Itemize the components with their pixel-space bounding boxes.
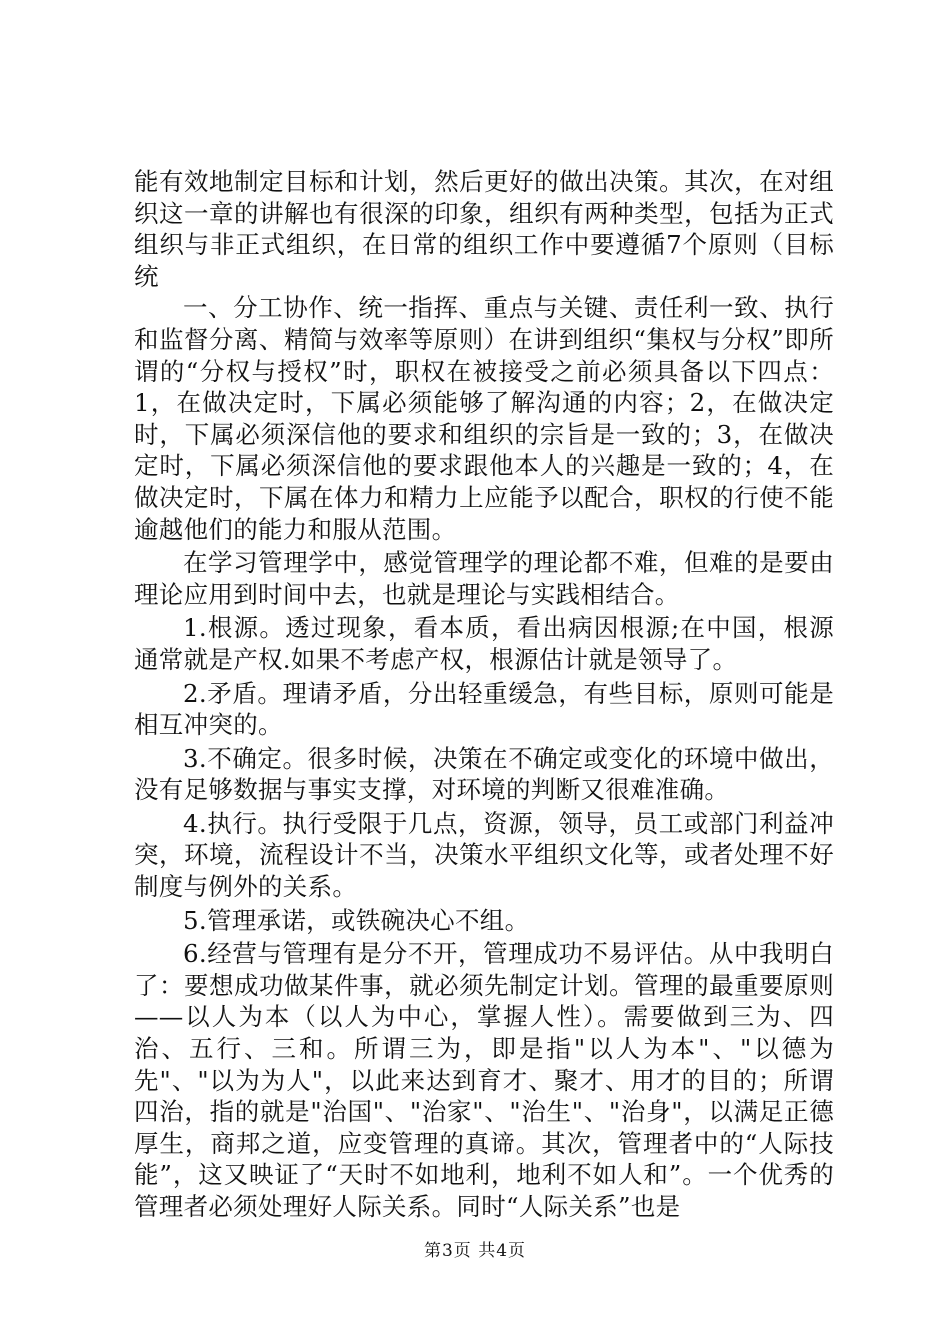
paragraph-6: 3.不确定。很多时候，决策在不确定或变化的环境中做出，没有足够数据与事实支撑，对环境的判断又很难准确。 <box>134 743 834 805</box>
paragraph-5: 2.矛盾。理请矛盾，分出轻重缓急，有些目标，原则可能是相互冲突的。 <box>134 678 834 740</box>
paragraph-3: 在学习管理学中，感觉管理学的理论都不难，但难的是要由理论应用到时间中去，也就是理论与实践相结合。 <box>134 548 834 609</box>
paragraph-1: 能有效地制定目标和计划，然后更好的做出决策。其次，在对组织这一章的讲解也有很深的印象，组织有两种类型，包括为正式组织与非正式组织，在日常的组织工作中要遵循7个原则（目标统 <box>134 167 835 291</box>
page-number-label: 第3页 共4页 <box>423 1241 527 1261</box>
paragraph-2: 一、分工协作、统一指挥、重点与关键、责任利一致、执行和监督分离、精简与效率等原则）在讲到组织“集权与分权”即所谓的“分权与授权”时，职权在被接受之前必须具备以下四点：1，在做决定时，下属必须能够了解沟通的内容；2，在做决定时，下属必须深信他的要求和组织的宗旨是一致的；3，在做决定时，下属必须深信他的要求跟他本人的兴趣是一致的；4，在做决定时，下属在体力和精力上应能予以配合，职权的行使不能逾越他们的能力和服从范围。 <box>134 293 834 544</box>
page-footer <box>0 1240 950 1262</box>
document-body <box>134 166 834 1223</box>
paragraph-4: 1.根源。透过现象，看本质，看出病因根源;在中国，根源通常就是产权.如果不考虑产权，根源估计就是领导了。 <box>134 613 834 674</box>
paragraph-9: 6.经营与管理有是分不开，管理成功不易评估。从中我明白了：要想成功做某件事，就必须先制定计划。管理的最重要原则——以人为本（以人为中心，掌握人性）。需要做到三为、四治、五行、三和。所谓三为，即是指"以人为本"、"以德为先"、"以为为人"，以此来达到育才、聚才、用才的目的；所谓四治，指的就是"治国"、"治家"、"治生"、"治身"，以满足正德厚生，商邦之道，应变管理的真谛。其次，管理者中的“人际技能”，这又映证了“天时不如地利，地利不如人和”。一个优秀的管理者必须处理好人际关系。同时“人际关系”也是 <box>134 939 834 1221</box>
paragraph-7: 4.执行。执行受限于几点，资源，领导，员工或部门利益冲突，环境，流程设计不当，决策水平组织文化等，或者处理不好制度与例外的关系。 <box>134 808 834 902</box>
paragraph-8: 5.管理承诺，或铁碗决心不组。 <box>183 905 530 935</box>
